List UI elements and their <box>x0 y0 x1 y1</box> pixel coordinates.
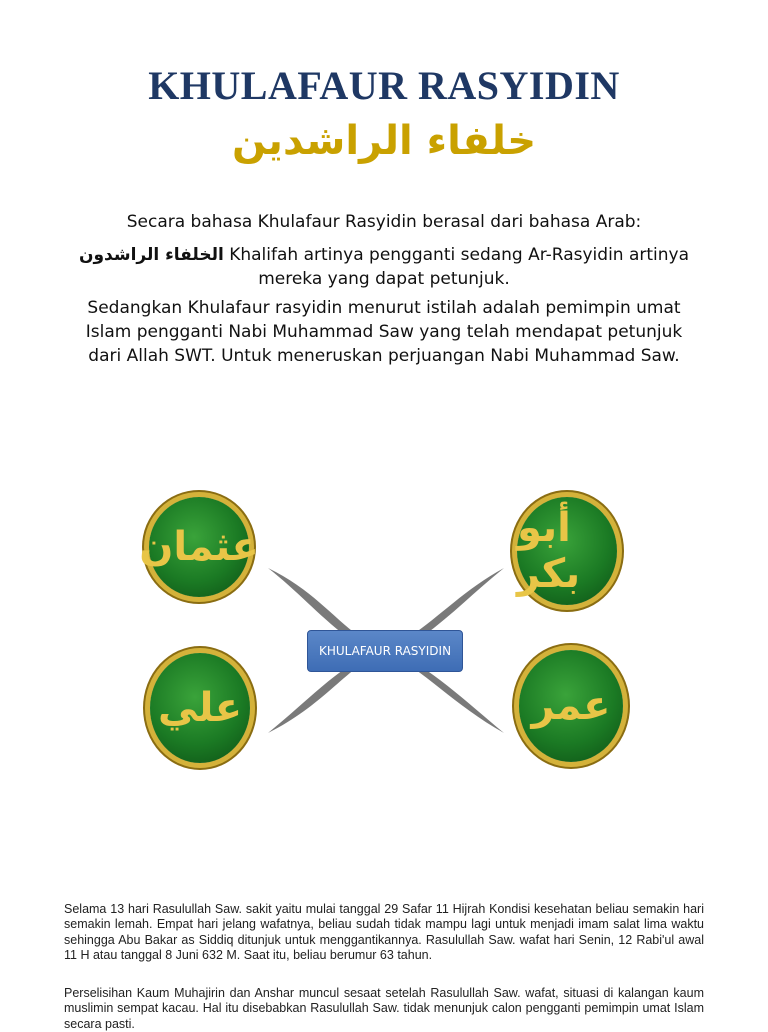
medal-abu-bakr: أبو بكر <box>517 497 617 605</box>
body-paragraph-1: Selama 13 hari Rasulullah Saw. sakit yaitu mulai tanggal 29 Safar 11 Hijrah Kondisi kesehatan beliau semakin hari semakin lemah. Empat hari jelang wafatnya, beliau sudah tidak mampu lagi untuk menjadi imam salat lima waktu sehingga Abu Bakar as Siddiq ditunjuk untuk menggantikannya. Rasulullah Saw. wafat hari Senin, 12 Rabi'ul awal 11 H atau tanggal 8 Juni 632 M. Saat itu, beliau berumur 63 tahun. <box>64 902 704 963</box>
page-title: KHULAFAUR RASYIDIN <box>148 63 620 108</box>
arabic-title: خلفاء الراشدين <box>231 118 537 164</box>
definition-text: Khalifah artinya pengganti sedang Ar-Rasyidin artinya mereka yang dapat petunjuk. <box>223 245 690 289</box>
medal-ali: علي <box>150 653 250 763</box>
intro-paragraph-3: Sedangkan Khulafaur rasyidin menurut istilah adalah pemimpin umat Islam pengganti Nabi Muhammad Saw yang telah mendapat petunjuk dari Allah SWT. Untuk meneruskan perjuangan Nabi Muhammad Saw. <box>85 298 683 366</box>
center-label-box: KHULAFAUR RASYIDIN <box>307 630 463 672</box>
khulafaur-diagram <box>134 485 634 780</box>
medal-uthman: عثمان <box>149 497 249 597</box>
body-paragraph-2: Perselisihan Kaum Muhajirin dan Anshar muncul sesaat setelah Rasulullah Saw. wafat, situasi di kalangan kaum muslimin sempat kacau. Hal itu disebabkan Rasulullah Saw. tidak menunjuk calon pengganti pemimpin umat Islam secara pasti. <box>64 986 704 1031</box>
intro-paragraph-2 <box>70 243 698 291</box>
arabic-term: الخلفاء الراشدون <box>78 245 224 265</box>
intro-paragraph-1: Secara bahasa Khulafaur Rasyidin berasal dari bahasa Arab: <box>126 212 642 232</box>
medal-umar: عمر <box>519 650 623 762</box>
